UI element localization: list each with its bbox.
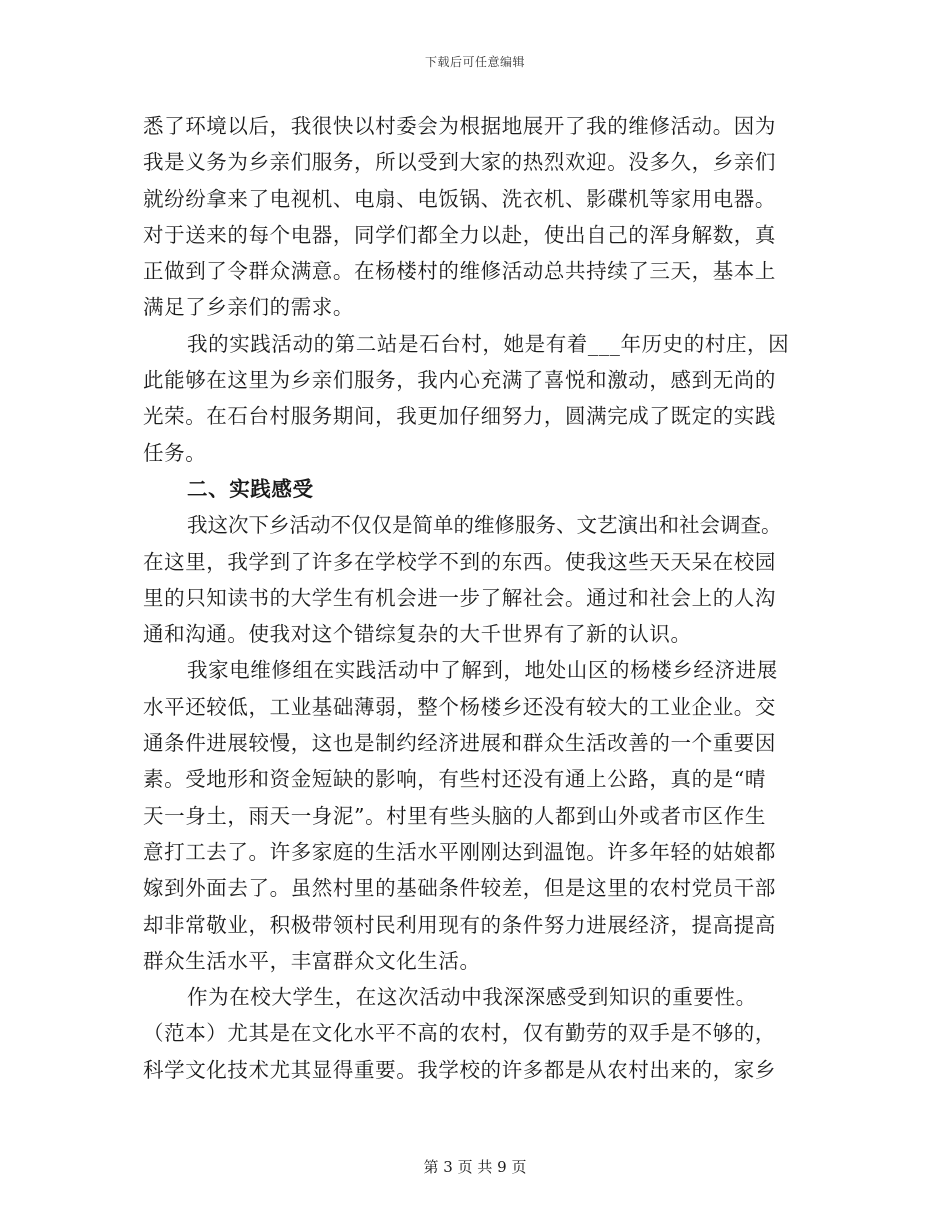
- paragraph-line: 科学文化技术尤其显得重要。我学校的许多都是从农村出来的，家乡: [143, 1057, 776, 1082]
- paragraph-line: （范本）尤其是在文化水平不高的农村，仅有勤劳的双手是不够的，: [143, 1021, 776, 1046]
- paragraph-line: 光荣。在石台村服务期间，我更加仔细努力，圆满完成了既定的实践: [143, 404, 776, 429]
- page-header: 下载后可任意编辑: [424, 55, 525, 69]
- paragraph-line: 正做到了令群众满意。在杨楼村的维修活动总共持续了三天，基本上: [143, 259, 776, 284]
- paragraph-line: 我是义务为乡亲们服务，所以受到大家的热烈欢迎。没多久，乡亲们: [143, 150, 776, 175]
- section-heading: 二、实践感受: [187, 476, 314, 501]
- paragraph-line: 却非常敬业，积极带领村民利用现有的条件努力进展经济，提高提高: [143, 912, 776, 937]
- paragraph-line: 嫁到外面去了。虽然村里的基础条件较差，但是这里的农村党员干部: [143, 876, 776, 901]
- paragraph-line: 悉了环境以后，我很快以村委会为根据地展开了我的维修活动。因为: [143, 114, 776, 138]
- paragraph-line: 通条件进展较慢，这也是制约经济进展和群众生活改善的一个重要因: [143, 731, 776, 756]
- document-body: [143, 108, 813, 1088]
- page-number-footer: 第 3 页 共 9 页: [423, 1158, 527, 1176]
- paragraph-line: 意打工去了。许多家庭的生活水平刚刚达到温饱。许多年轻的姑娘都: [143, 839, 776, 864]
- paragraph-line: 在这里，我学到了许多在学校学不到的东西。使我这些天天呆在校园: [143, 549, 776, 574]
- paragraph-line: 天一身土，雨天一身泥”。村里有些头脑的人都到山外或者市区作生: [143, 803, 766, 828]
- paragraph-line: 水平还较低，工业基础薄弱，整个杨楼乡还没有较大的工业企业。交: [143, 694, 776, 719]
- paragraph-line: 里的只知读书的大学生有机会进一步了解社会。通过和社会上的人沟: [143, 585, 776, 610]
- paragraph-line: 群众生活水平，丰富群众文化生活。: [143, 948, 481, 973]
- paragraph-line: 我家电维修组在实践活动中了解到，地处山区的杨楼乡经济进展: [187, 658, 778, 683]
- paragraph-line: 此能够在这里为乡亲们服务，我内心充满了喜悦和激动，感到无尚的: [143, 368, 776, 393]
- paragraph-line: 我这次下乡活动不仅仅是简单的维修服务、文艺演出和社会调查。: [187, 513, 782, 538]
- paragraph-line: 对于送来的每个电器，同学们都全力以赴，使出自己的浑身解数，真: [143, 222, 776, 247]
- paragraph-line: 作为在校大学生，在这次活动中我深深感受到知识的重要性。: [187, 985, 757, 1010]
- paragraph-line: 就纷纷拿来了电视机、电扇、电饭锅、洗衣机、影碟机等家用电器。: [143, 186, 776, 211]
- paragraph-line: 通和沟通。使我对这个错综复杂的大千世界有了新的认识。: [143, 622, 692, 647]
- paragraph-line: 素。受地形和资金短缺的影响，有些村还没有通上公路，真的是“晴: [143, 767, 766, 792]
- paragraph-line: 满足了乡亲们的需求。: [143, 295, 354, 320]
- paragraph-line: 任务。: [143, 440, 207, 465]
- paragraph-line: 我的实践活动的第二站是石台村，她是有着___年历史的村庄，因: [187, 331, 790, 356]
